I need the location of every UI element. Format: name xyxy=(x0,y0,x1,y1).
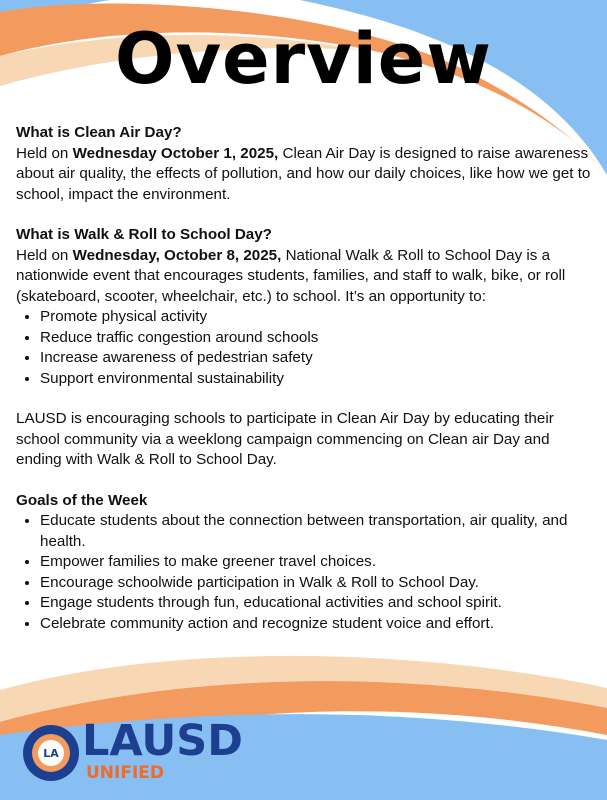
lausd-paragraph: LAUSD is encouraging schools to participate in Clean Air Day by educating their school community via a weeklong campaign commencing on Clean air Day and ending with Walk & Roll to School Day. xyxy=(16,410,554,468)
list-item: • Celebrate community action and recognize student voice and effort. xyxy=(40,614,596,635)
lausd-seal-logo xyxy=(22,724,80,782)
lausd-unified-label: UNIFIED xyxy=(86,763,165,783)
overview-content xyxy=(16,123,596,634)
clean-air-heading: What is Clean Air Day? xyxy=(16,124,182,141)
svg-text:LA: LA xyxy=(43,747,59,760)
clean-air-intro: Held on xyxy=(16,144,73,162)
list-item: • Increase awareness of pedestrian safety xyxy=(40,348,596,369)
clean-air-body: Clean Air Day is designed to raise awareness about air quality, the effects of pollution, and how our daily choices, like how we get to school, impact the environment. xyxy=(16,144,591,203)
walk-roll-date: Wednesday, October 8, 2025, xyxy=(72,246,282,264)
goals-heading: Goals of the Week xyxy=(16,491,148,509)
list-item: • Educate students about the connection between transportation, air quality, and health. xyxy=(40,511,596,552)
walk-roll-intro: Held on xyxy=(16,246,73,264)
page-title: Overview xyxy=(115,18,492,100)
goals-list xyxy=(16,511,596,634)
list-item: • Encourage schoolwide participation in Walk & Roll to School Day. xyxy=(40,573,596,594)
walk-roll-body: National Walk & Roll to School Day is a nationwide event that encourages students, families, and staff to walk, bike, or roll (skateboard, scooter, wheelchair, etc.) to school. It’s an opportunity to: xyxy=(16,246,566,305)
list-item: • Support environmental sustainability xyxy=(40,369,596,390)
walk-roll-paragraph xyxy=(16,246,596,308)
walk-roll-heading: What is Walk & Roll to School Day? xyxy=(16,226,272,243)
lausd-wordmark: LAUSD xyxy=(82,716,243,766)
clean-air-date: Wednesday October 1, 2025, xyxy=(72,144,279,162)
walk-roll-list xyxy=(16,307,596,389)
list-item: • Engage students through fun, educational activities and school spirit. xyxy=(40,593,596,614)
list-item: • Promote physical activity xyxy=(40,307,596,328)
clean-air-paragraph xyxy=(16,144,596,206)
list-item: • Empower families to make greener travel choices. xyxy=(40,552,596,573)
list-item: • Reduce traffic congestion around schools xyxy=(40,328,596,349)
